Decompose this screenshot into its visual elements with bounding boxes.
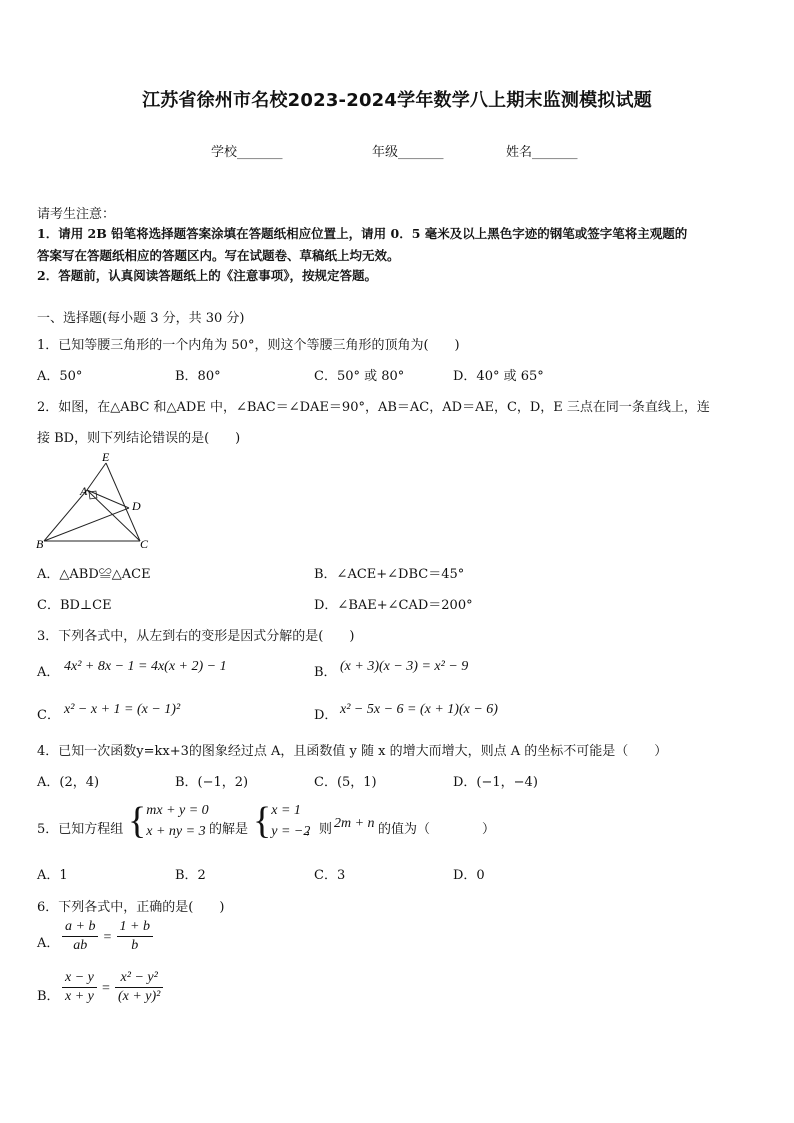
q2-option-a: A．△ABD≌△ACE [37,567,151,582]
q1-option-c: C．50° 或 80° [314,369,405,384]
label-a: A [80,484,88,498]
q2-option-b: B．∠ACE+∠DBC＝45° [314,567,465,582]
q6-option-b-label: B． [37,989,60,1004]
q3-option-d: x² − 5x − 6 = (x + 1)(x − 6) [340,702,498,717]
q6-a-denominator-1: ab [73,938,88,953]
q5-option-c: C．3 [314,868,346,883]
notice-line-1: 1．请用 2B 铅笔将选择题答案涂填在答题纸相应位置上，请用 0．5 毫米及以上黑色字迹的钢笔或签字笔将主观题的 [37,226,688,241]
q6-option-b [62,969,163,1006]
q6-a-denominator-2: b [131,938,139,953]
notice-line-3: 2．答题前，认真阅读答题纸上的《注意事项》，按规定答题。 [37,268,377,283]
q5-eq-1: mx + y = 0 [146,803,209,818]
q6-a-numerator-1: a + b [62,918,98,937]
q1-option-a: A．50° [37,369,83,384]
q5-option-d: D．0 [453,868,485,883]
q2-option-c: C．BD⊥CE [37,598,112,613]
q3-option-b: (x + 3)(x − 3) = x² − 9 [340,659,469,674]
school-field: 学校_______ [211,145,283,160]
q5-system-2 [253,800,310,842]
label-e: E [102,450,110,464]
q2-stem-line-1: 2．如图，在△ABC 和△ADE 中，∠BAC＝∠DAE＝90°，AB＝AC，AD＝AE，C，D，E 三点在同一条直线上，连 [37,400,710,415]
q3-option-d-label: D． [314,708,338,723]
q6-b-numerator-2: x² − y² [115,969,163,988]
q2-option-d: D．∠BAE+∠CAD＝200° [314,598,473,613]
q4-option-d: D．(−1，−4) [453,775,538,790]
q2-stem-line-2: 接 BD，则下列结论错误的是( ) [37,431,241,446]
label-d: D [132,499,141,513]
q3-option-a-label: A． [37,665,60,680]
name-field: 姓名_______ [506,145,578,160]
q6-a-numerator-2: 1 + b [117,918,153,937]
q5-eq-2: x + ny = 3 [146,824,206,839]
section-heading: 一、选择题(每小题 3 分，共 30 分) [37,311,245,326]
q5-sol-1: x = 1 [271,803,301,818]
notice-heading: 请考生注意： [37,207,116,222]
q4-stem: 4．已知一次函数y=kx+3的图象经过点 A，且函数值 y 随 x 的增大而增大，则点 A 的坐标不可能是（ ） [37,744,668,759]
q5-system-1 [128,800,209,842]
q4-option-c: C．(5，1) [314,775,377,790]
q3-stem: 3．下列各式中，从左到右的变形是因式分解的是( ) [37,629,355,644]
q6-b-denominator-1: x + y [65,989,94,1004]
notice-line-2: 答案写在答题纸相应的答题区内。写在试题卷、草稿纸上均无效。 [37,248,400,263]
q4-option-a: A．(2，4) [37,775,100,790]
q1-option-d: D．40° 或 65° [453,369,544,384]
label-b: B [36,537,44,551]
left-brace-icon-2: { [253,800,272,842]
q3-option-c: x² − x + 1 = (x − 1)² [64,702,181,717]
q3-option-a: 4x² + 8x − 1 = 4x(x + 2) − 1 [64,659,227,674]
q1-stem: 1．已知等腰三角形的一个内角为 50°，则这个等腰三角形的顶角为( ) [37,338,460,353]
equals-sign-2: = [101,981,110,996]
q6-b-denominator-2: (x + y)² [117,989,161,1004]
equals-sign: = [103,930,112,945]
line-ad [87,490,129,508]
q6-option-a-label: A． [37,936,60,951]
q6-b-numerator-1: x − y [62,969,97,988]
q5-option-b: B．2 [175,868,206,883]
q1-option-b: B．80° [175,369,221,384]
label-c: C [140,537,149,551]
q2-geometry-figure [36,450,154,552]
q5-mid: 的解是 [209,822,249,837]
q6-option-a [62,918,153,955]
left-brace-icon: { [128,800,147,842]
line-bd [44,508,129,541]
grade-field: 年级_______ [372,145,444,160]
exam-title: 江苏省徐州市名校2023-2024学年数学八上期末监测模拟试题 [142,90,652,111]
q6-stem: 6．下列各式中，正确的是( ) [37,900,225,915]
q5-suffix-2: 的值为（ ） [378,822,496,837]
q5-prefix: 5．已知方程组 [37,822,124,837]
q3-option-c-label: C． [37,708,60,723]
line-ac [87,490,140,541]
q3-option-b-label: B． [314,665,337,680]
line-ea [87,463,106,490]
q5-expr: 2m + n [334,816,375,831]
q4-option-b: B．(−1，2) [175,775,249,790]
q5-option-a: A．1 [37,868,68,883]
q5-sol-2: y = −2 [271,824,311,839]
q5-suffix-1: ，则 [306,822,333,837]
